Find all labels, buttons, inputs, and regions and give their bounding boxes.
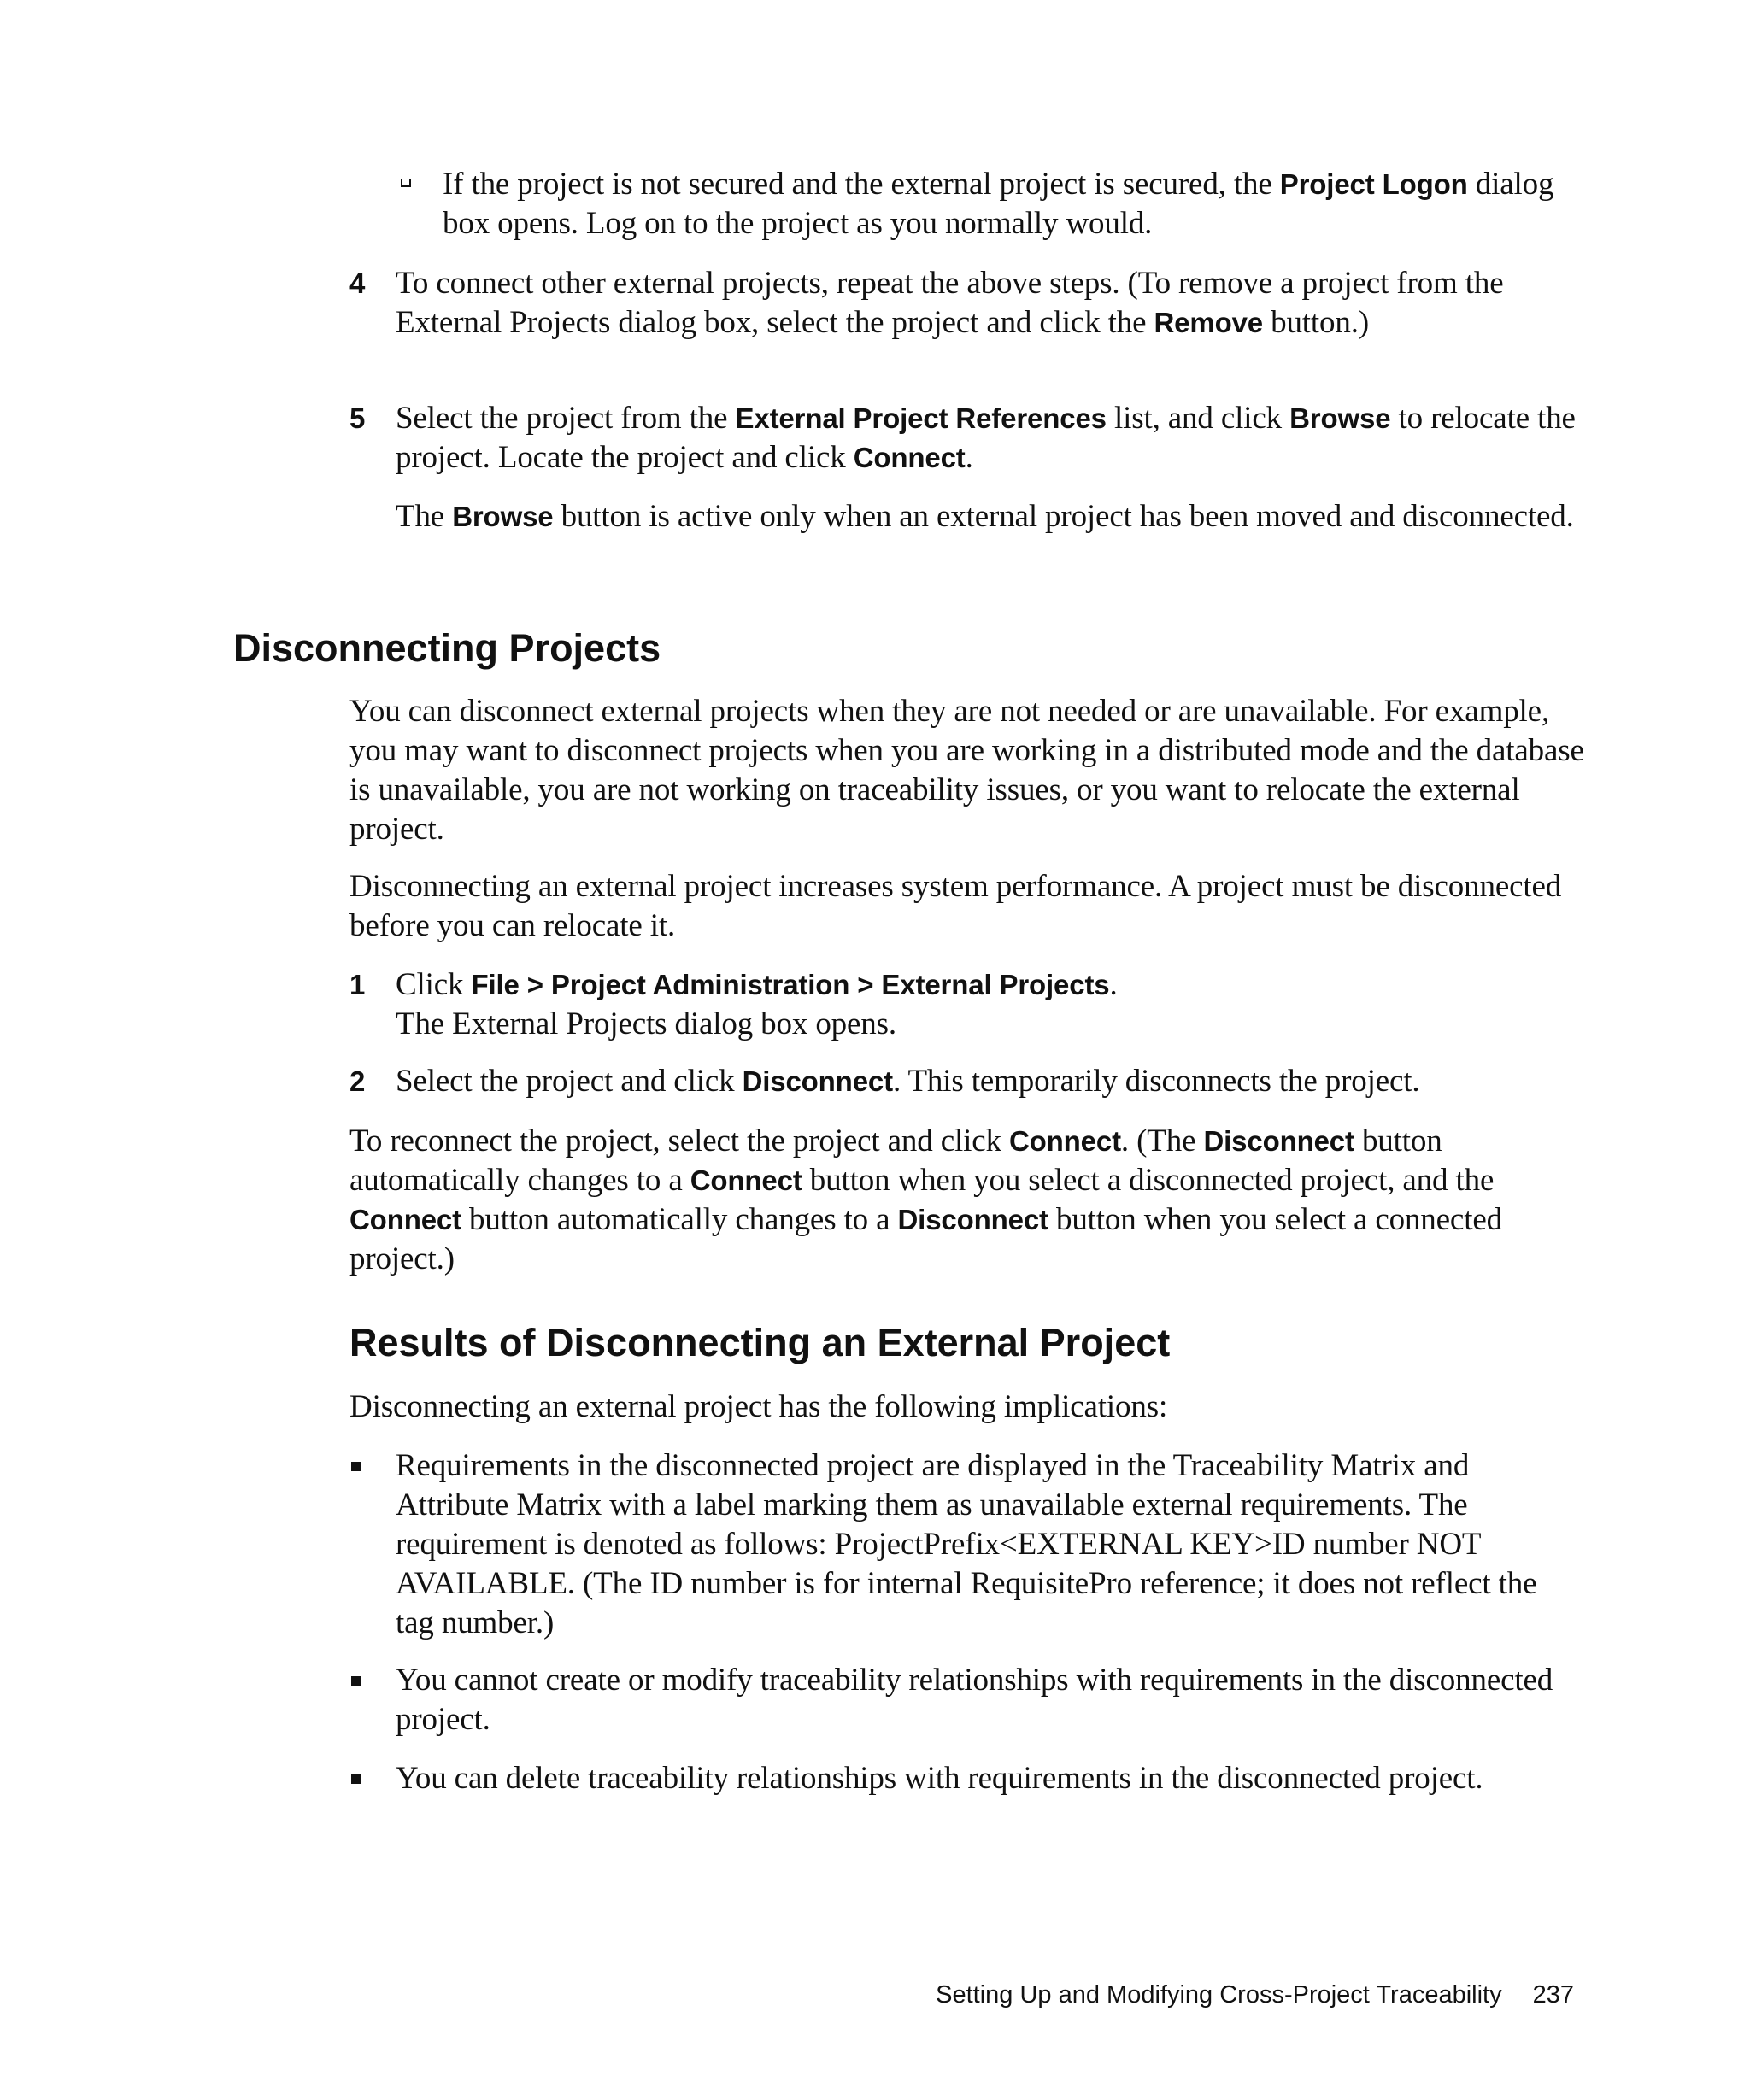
bullet-icon (351, 1774, 361, 1784)
body-paragraph: Disconnecting an external project increases system performance. A project must be disconnected before you can relocate it. (349, 869, 1562, 943)
bullet-item: You cannot create or modify traceability relationships with requirements in the disconnected project. (396, 1663, 1553, 1737)
step-text: Click File > Project Administration > External Projects. The External Projects dialog box opens. (396, 967, 1118, 1041)
ui-term-disconnect: Disconnect (897, 1204, 1048, 1235)
bullet-icon (351, 1462, 361, 1471)
body-paragraph: You can disconnect external projects when they are not needed or are unavailable. For example, you may want to disconnect projects when you are working in a distributed mode and the database is unavailable, you are not working on traceability issues, or you want to relocate the external project. (349, 694, 1584, 847)
bullet-icon (351, 1676, 361, 1686)
ui-term-disconnect: Disconnect (742, 1065, 893, 1097)
ui-term-connect: Connect (853, 442, 966, 473)
ui-term-disconnect: Disconnect (1203, 1125, 1354, 1157)
page-footer (907, 1980, 1574, 2010)
ui-term-menu-path: File > Project Administration > External Projects (471, 969, 1110, 1000)
reconnect-paragraph: To reconnect the project, select the project and click Connect. (The Disconnect button automatically changes to a Connect button when you select a disconnected project, and the Connect button automatically changes to a Disconnect button when you select a connected project.) (349, 1123, 1502, 1276)
page-number: 237 (1532, 1981, 1574, 2009)
ui-term-browse: Browse (1289, 402, 1391, 434)
footer-title: Setting Up and Modifying Cross-Project Traceability (936, 1981, 1502, 2009)
step-text: To connect other external projects, repeat the above steps. (To remove a project from the External Projects dialog box, select the project and click the Remove button.) (396, 266, 1504, 340)
section-heading: Disconnecting Projects (233, 626, 661, 670)
step-number: 4 (349, 267, 366, 299)
step-text: Select the project and click Disconnect. This temporarily disconnects the project. (396, 1064, 1420, 1099)
ui-term-remove: Remove (1154, 307, 1263, 338)
ui-term-connect: Connect (690, 1164, 802, 1196)
bullet-item: You can delete traceability relationships with requirements in the disconnected project. (396, 1761, 1483, 1796)
ui-term-connect: Connect (349, 1204, 461, 1235)
bullet-item: Requirements in the disconnected project are displayed in the Traceability Matrix and Attribute Matrix with a label marking them as unavailable external requirements. The requirement is denoted as follows: ProjectPrefix<EXTERNAL KEY>ID number NOT AVAILABLE. (The ID number is for internal RequisitePro reference; it does not reflect the tag number.) (396, 1448, 1537, 1640)
step-number: 1 (349, 969, 366, 1000)
subsection-heading: Results of Disconnecting an External Project (349, 1321, 1171, 1364)
ui-term-browse: Browse (452, 501, 554, 532)
step-note: The Browse button is active only when an external project has been moved and disconnected. (396, 499, 1574, 534)
ui-term-connect: Connect (1008, 1125, 1121, 1157)
step-number: 5 (349, 402, 366, 434)
ui-term-project-logon: Project Logon (1279, 168, 1468, 200)
subitem-text: If the project is not secured and the external project is secured, the Project Logon dialog box opens. Log on to the project as you normally would. (443, 167, 1554, 241)
sub-bullet-icon (401, 179, 411, 187)
step-number: 2 (349, 1065, 366, 1097)
step-text: Select the project from the External Project References list, and click Browse to relocate the project. Locate the project and click Connect. (396, 401, 1576, 475)
ui-term-external-project-references: External Project References (735, 402, 1107, 434)
subsection-intro: Disconnecting an external project has the following implications: (349, 1389, 1168, 1424)
